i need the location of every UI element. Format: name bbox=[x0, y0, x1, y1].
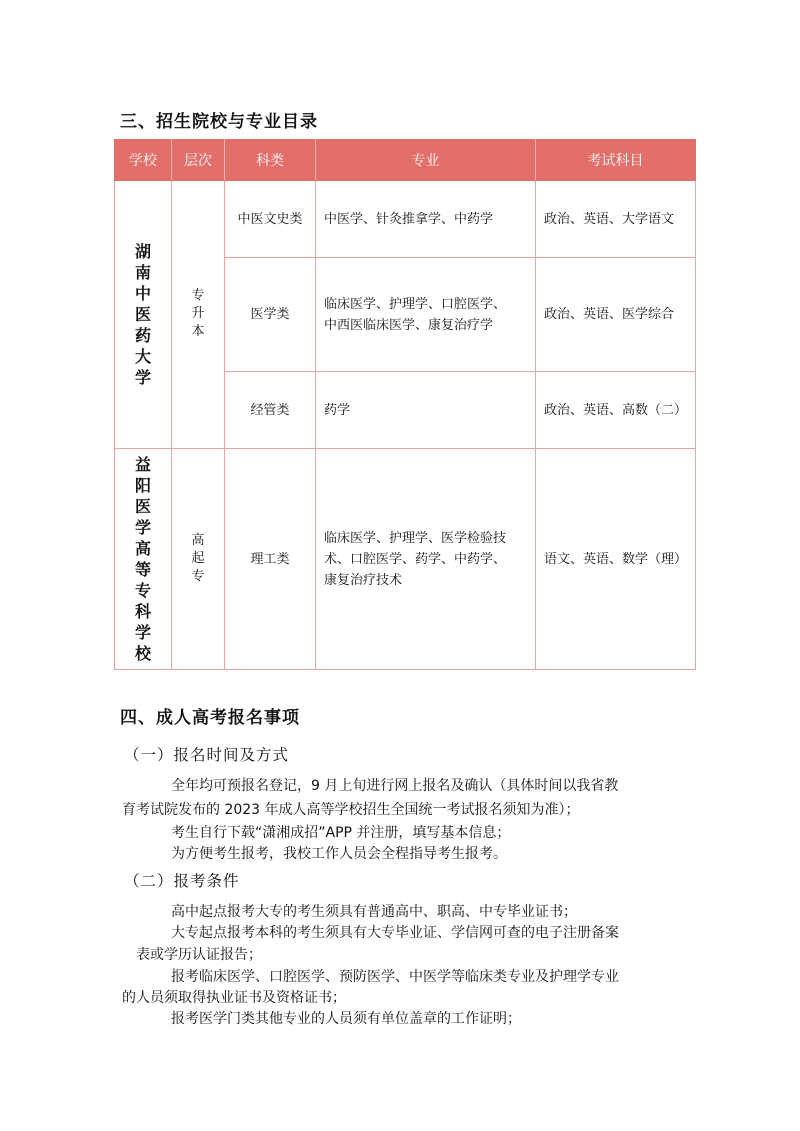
major-cell bbox=[316, 449, 536, 670]
level-cell bbox=[172, 449, 225, 670]
major-cell bbox=[316, 258, 536, 372]
header-school: 学校 bbox=[115, 140, 172, 181]
level-text: 专升本 bbox=[191, 288, 205, 339]
major-line: 临床医学、护理学、医学检验技 bbox=[324, 530, 507, 546]
subjects-cell: 政治、英语、医学综合 bbox=[536, 258, 696, 372]
header-category: 科类 bbox=[225, 140, 316, 181]
school-name: 益阳医学高等专科学校 bbox=[134, 455, 151, 663]
paragraph-line: 报考临床医学、口腔医学、预防医学、中医学等临床类专业及护理学专业 bbox=[171, 969, 619, 985]
paragraph-line: 报考医学门类其他专业的人员须有单位盖章的工作证明； bbox=[171, 1011, 521, 1027]
header-level: 层次 bbox=[172, 140, 225, 181]
category-cell: 理工类 bbox=[225, 449, 316, 670]
category-cell: 经管类 bbox=[225, 372, 316, 449]
subsection-title-conditions: （二）报考条件 bbox=[124, 872, 240, 890]
paragraph-line: 大专起点报考本科的考生须具有大专毕业证、学信网可查的电子注册备案 bbox=[171, 925, 619, 941]
subjects-cell: 语文、英语、数学（理） bbox=[536, 449, 696, 670]
table-header-row bbox=[115, 140, 696, 181]
paragraph-line: 表或学历认证报告； bbox=[136, 947, 262, 963]
section-title-registration: 四、成人高考报名事项 bbox=[120, 708, 300, 728]
level-text: 高起专 bbox=[191, 532, 205, 584]
school-name: 湖南中医药大学 bbox=[134, 242, 151, 387]
major-line: 临床医学、护理学、口腔医学、 bbox=[324, 296, 507, 312]
catalog-table bbox=[114, 139, 696, 670]
paragraph-line: 全年均可预报名登记，9 月上旬进行网上报名及确认（具体时间以我省教 bbox=[171, 778, 619, 794]
school-name-cell bbox=[115, 449, 172, 670]
table-row bbox=[115, 181, 696, 258]
table-row bbox=[115, 449, 696, 670]
school-name-cell bbox=[115, 181, 172, 449]
major-line: 中西医临床医学、康复治疗学 bbox=[324, 317, 494, 333]
paragraph-line: 高中起点报考大专的考生须具有普通高中、职高、中专毕业证书； bbox=[171, 904, 577, 920]
major-line: 康复治疗技术 bbox=[324, 572, 403, 588]
subjects-cell: 政治、英语、大学语文 bbox=[536, 181, 696, 258]
header-major: 专业 bbox=[316, 140, 536, 181]
subjects-cell: 政治、英语、高数（二） bbox=[536, 372, 696, 449]
level-cell bbox=[172, 181, 225, 449]
major-cell: 药学 bbox=[316, 372, 536, 449]
major-line: 术、口腔医学、药学、中药学、 bbox=[324, 551, 507, 567]
category-cell: 中医文史类 bbox=[225, 181, 316, 258]
paragraph-line: 的人员须取得执业证书及资格证书； bbox=[122, 990, 346, 1006]
category-cell: 医学类 bbox=[225, 258, 316, 372]
major-cell: 中医学、针灸推拿学、中药学 bbox=[316, 181, 536, 258]
paragraph-line: 考生自行下载“潇湘成招”APP 并注册，填写基本信息； bbox=[171, 825, 511, 841]
paragraph-line: 为方便考生报考，我校工作人员会全程指导考生报考。 bbox=[171, 846, 507, 862]
subsection-title-time: （一）报名时间及方式 bbox=[124, 746, 290, 764]
paragraph-line: 育考试院发布的 2023 年成人高等学校招生全国统一考试报名须知为准）； bbox=[122, 802, 580, 818]
section-title-catalog: 三、招生院校与专业目录 bbox=[120, 112, 318, 132]
header-subjects: 考试科目 bbox=[536, 140, 696, 181]
